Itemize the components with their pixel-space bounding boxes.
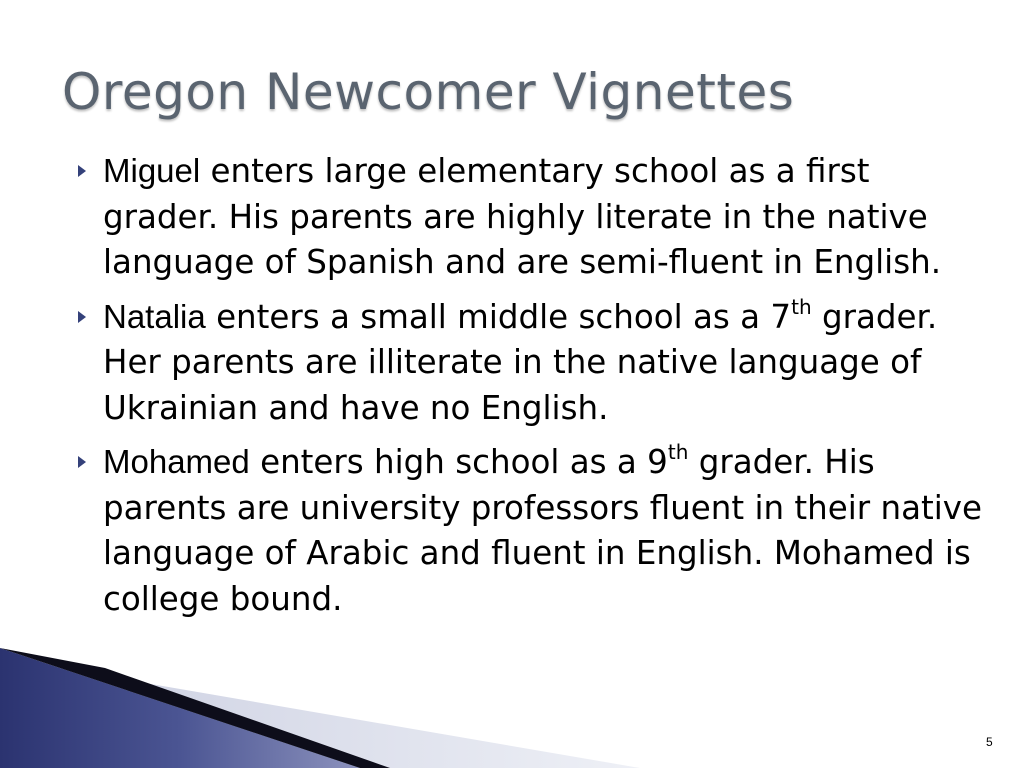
ordinal-suffix: th bbox=[791, 294, 812, 319]
triangle-right-icon bbox=[78, 311, 86, 323]
ordinal-suffix: th bbox=[667, 440, 689, 464]
triangle-right-icon bbox=[78, 165, 86, 177]
bullet-item-natalia bbox=[103, 294, 983, 432]
bullet-name: Miguel bbox=[103, 152, 201, 189]
bullet-text: enters high school as a 9 bbox=[249, 443, 668, 481]
page-number: 5 bbox=[986, 735, 993, 749]
bullet-text: enters large elementary school as a first grader. His parents are highly literate in the native language of Spanish and are semi-fluent in English. bbox=[103, 152, 942, 281]
bullet-name: Mohamed bbox=[103, 443, 250, 480]
decor-navy-wedge bbox=[0, 648, 360, 768]
bullet-text: grader. Her parents are illiterate in the native language of Ukrainian and have no English. bbox=[103, 297, 938, 427]
bullet-text: grader. His parents are university professors fluent in their native language of Arabic and fluent in English. Mohamed is college bound. bbox=[103, 443, 983, 618]
bullet-item-miguel bbox=[103, 148, 983, 286]
bullet-item-mohamed bbox=[103, 439, 983, 622]
triangle-right-icon bbox=[78, 456, 86, 468]
slide-title: Oregon Newcomer Vignettes bbox=[62, 63, 795, 121]
bullet-list bbox=[103, 148, 983, 630]
decor-light-wedge bbox=[0, 665, 640, 768]
bullet-name: Natalia bbox=[103, 297, 206, 335]
bullet-text: enters a small middle school as a 7 bbox=[205, 297, 792, 336]
decor-dark-stripe bbox=[0, 648, 390, 768]
